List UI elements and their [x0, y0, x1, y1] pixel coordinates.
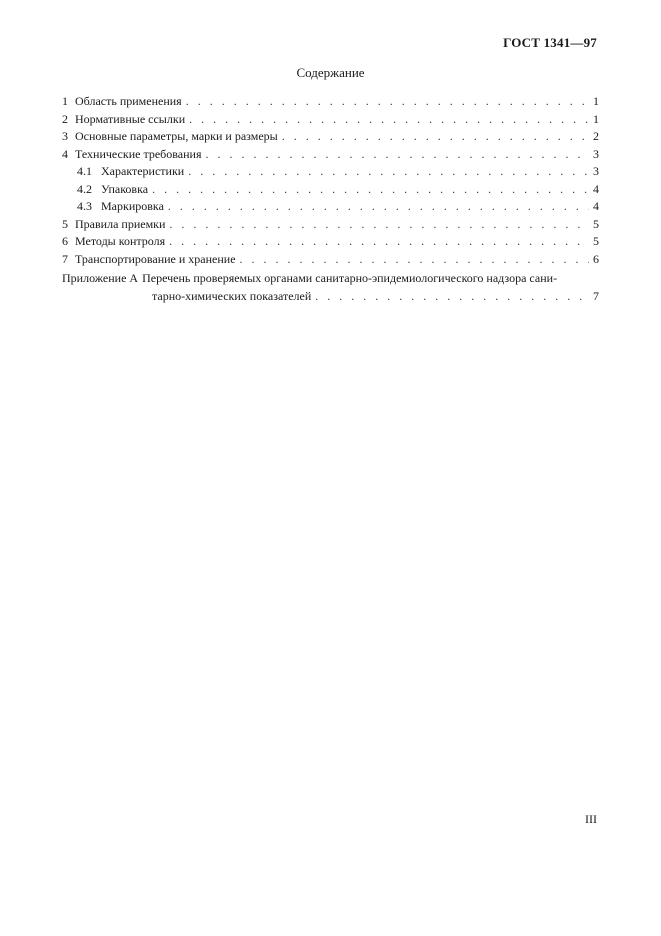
appendix-title-line1: Перечень проверяемых органами санитарно-эпидемиологического надзора сани-: [142, 271, 558, 285]
table-of-contents: [62, 93, 599, 305]
appendix-label: Приложение А: [62, 271, 139, 285]
appendix-page: 7: [593, 288, 599, 303]
toc-entry-title: Транспортирование и хранение: [75, 251, 236, 266]
toc-entry-page: 5: [593, 234, 599, 248]
toc-entry-title: Характеристики: [101, 164, 185, 178]
dot-leader: [169, 216, 589, 234]
toc-entry-page: 2: [593, 129, 599, 143]
dot-leader: [189, 111, 589, 129]
toc-entry-4[interactable]: [62, 146, 599, 164]
toc-entry-7[interactable]: [62, 251, 599, 269]
toc-title: Содержание: [296, 65, 365, 80]
toc-entry-number: 7: [62, 251, 68, 266]
dot-leader: [282, 128, 589, 146]
toc-entry-title: Маркировка: [101, 199, 164, 213]
dot-leader: [186, 93, 589, 111]
toc-entry-page: 1: [593, 94, 599, 108]
dot-leader: [168, 198, 589, 216]
toc-entry-number: 4.1: [77, 164, 92, 178]
toc-entry-2[interactable]: [62, 111, 599, 129]
toc-entry-number: 5: [62, 216, 68, 231]
toc-entry-number: 6: [62, 234, 68, 248]
toc-entry-number: 4: [62, 146, 68, 161]
toc-entry-title: Правила приемки: [75, 216, 166, 231]
standard-number: ГОСТ 1341—97: [503, 35, 597, 50]
toc-entry-4-3[interactable]: [62, 198, 599, 216]
dot-leader: [169, 233, 589, 251]
toc-entry-title: Упаковка: [101, 181, 149, 196]
toc-entry-number: 4.2: [77, 181, 92, 196]
toc-entry-page: 1: [593, 111, 599, 126]
toc-entry-page: 4: [593, 181, 599, 196]
toc-entry-appendix-a[interactable]: [62, 270, 599, 305]
dot-leader: [188, 163, 589, 181]
toc-entry-3[interactable]: [62, 128, 599, 146]
toc-entry-number: 2: [62, 111, 68, 126]
toc-entry-4-1[interactable]: [62, 163, 599, 181]
toc-entry-page: 4: [593, 199, 599, 213]
toc-entry-title: Область применения: [75, 94, 182, 108]
dot-leader: [205, 146, 589, 164]
toc-entry-page: 6: [593, 251, 599, 266]
toc-entry-number: 1: [62, 94, 68, 108]
toc-entry-title: Нормативные ссылки: [75, 111, 186, 126]
toc-entry-1[interactable]: [62, 93, 599, 111]
dot-leader: [240, 251, 589, 269]
toc-entry-page: 5: [593, 216, 599, 231]
toc-entry-title: Технические требования: [75, 146, 202, 161]
toc-entry-page: 3: [593, 164, 599, 178]
toc-entry-page: 3: [593, 146, 599, 161]
page-number: III: [585, 812, 597, 826]
toc-entry-6[interactable]: [62, 233, 599, 251]
toc-entry-number: 3: [62, 129, 68, 143]
toc-entry-5[interactable]: [62, 216, 599, 234]
dot-leader: [152, 181, 589, 199]
toc-entry-4-2[interactable]: [62, 181, 599, 199]
dot-leader: [315, 288, 589, 306]
toc-entry-title: Основные параметры, марки и размеры: [75, 129, 278, 143]
appendix-title-line2: тарно-химических показателей: [152, 288, 312, 303]
toc-entry-title: Методы контроля: [75, 234, 166, 248]
toc-entry-number: 4.3: [77, 199, 92, 213]
